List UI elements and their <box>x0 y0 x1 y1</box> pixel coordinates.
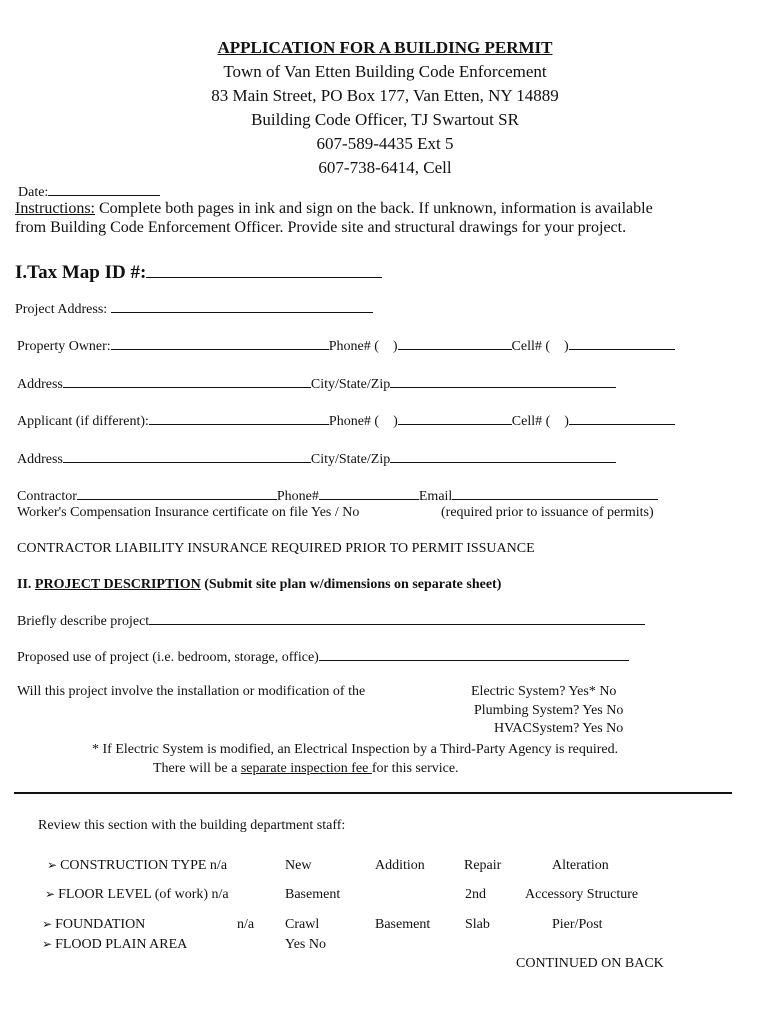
fd-na-option[interactable]: n/a <box>237 917 255 932</box>
owner-city-label: City/State/Zip <box>310 377 391 392</box>
arrow-bullet-icon: ➢ <box>42 917 53 931</box>
fd-pier-option[interactable]: Pier/Post <box>552 917 603 932</box>
arrow-bullet-icon: ➢ <box>45 887 56 901</box>
instructions-text-1: Complete both pages in ink and sign on the back. If unknown, information is available <box>95 200 653 217</box>
contractor-email-field[interactable] <box>452 486 658 500</box>
owner-cell-label: Cell# ( <box>511 339 551 354</box>
construction-type-text: CONSTRUCTION TYPE n/a <box>60 858 228 873</box>
contractor-field[interactable] <box>77 486 277 500</box>
property-owner-field[interactable] <box>111 336 329 350</box>
contractor-phone-label: Phone# <box>276 489 319 504</box>
section2-heading-row <box>17 577 501 593</box>
applicant-cell-paren: ) <box>564 414 569 429</box>
project-address-field[interactable] <box>111 299 373 313</box>
project-address-row <box>15 299 373 318</box>
property-owner-row <box>17 336 675 355</box>
fl-2nd-option[interactable]: 2nd <box>465 887 486 902</box>
owner-city-field[interactable] <box>390 374 616 388</box>
floor-level-label <box>45 887 229 903</box>
inspection-fee-note <box>153 761 459 777</box>
describe-field[interactable] <box>149 611 645 625</box>
applicant-city-label: City/State/Zip <box>310 452 391 467</box>
arrow-bullet-icon: ➢ <box>42 937 53 951</box>
form-title: APPLICATION FOR A BUILDING PERMIT <box>217 38 553 57</box>
construction-type-label <box>47 858 227 874</box>
ct-new-option[interactable]: New <box>285 858 312 873</box>
proposed-use-row <box>17 647 629 666</box>
applicant-address-row <box>17 449 616 468</box>
applicant-phone-label: Phone# ( <box>328 414 380 429</box>
describe-label: Briefly describe project <box>17 614 150 629</box>
electric-system-option[interactable]: Electric System? Yes* No <box>471 684 617 699</box>
project-description-note: (Submit site plan w/dimensions on separate sheet) <box>200 577 502 592</box>
fee-note-start: There will be a <box>153 761 241 776</box>
ct-alteration-option[interactable]: Alteration <box>552 858 609 873</box>
instructions-line2: from Building Code Enforcement Officer. Provide site and structural drawings for your project. <box>15 219 627 236</box>
applicant-address-label: Address <box>17 452 63 467</box>
owner-address-field[interactable] <box>63 374 311 388</box>
header-town: Town of Van Etten Building Code Enforcement <box>223 62 547 81</box>
tax-map-row <box>15 261 382 284</box>
applicant-phone-paren: ) <box>393 414 398 429</box>
tax-map-label: I.Tax Map ID #: <box>15 262 147 283</box>
contractor-row <box>17 486 658 505</box>
header-phone: 607-589-4435 Ext 5 <box>316 134 454 153</box>
fd-slab-option[interactable]: Slab <box>465 917 490 932</box>
instructions-label: Instructions: <box>15 200 95 217</box>
project-description-heading: PROJECT DESCRIPTION <box>34 577 201 592</box>
section2-prefix: II. <box>17 577 35 592</box>
header-cell: 607-738-6414, Cell <box>318 158 452 177</box>
owner-address-row <box>17 374 616 393</box>
applicant-cell-field[interactable] <box>569 411 675 425</box>
instructions-line1 <box>15 200 653 218</box>
foundation-label <box>42 917 145 933</box>
applicant-address-field[interactable] <box>63 449 311 463</box>
continued-on-back: CONTINUED ON BACK <box>516 956 664 971</box>
owner-phone-paren: ) <box>392 339 398 354</box>
owner-address-label: Address <box>17 377 63 392</box>
owner-cell-paren: ) <box>564 339 569 354</box>
foundation-text: FOUNDATION <box>55 917 146 932</box>
date-row <box>18 182 160 201</box>
applicant-label: Applicant (if different): <box>17 414 149 429</box>
electric-note: * If Electric System is modified, an Electrical Inspection by a Third-Party Agency is required. <box>92 742 619 757</box>
flood-plain-yes-no[interactable]: Yes No <box>285 937 326 952</box>
hvac-system-option[interactable]: HVACSystem? Yes No <box>494 721 624 736</box>
arrow-bullet-icon: ➢ <box>47 858 58 872</box>
date-label: Date: <box>18 185 49 200</box>
applicant-field[interactable] <box>149 411 329 425</box>
section-divider <box>14 792 732 794</box>
applicant-city-field[interactable] <box>390 449 616 463</box>
fl-accessory-option[interactable]: Accessory Structure <box>525 887 639 902</box>
owner-phone-field[interactable] <box>398 336 512 350</box>
involve-question: Will this project involve the installation or modification of the <box>17 684 366 699</box>
owner-phone-label: Phone# ( <box>328 339 379 354</box>
proposed-use-label: Proposed use of project (i.e. bedroom, storage, office) <box>17 650 319 665</box>
owner-cell-field[interactable] <box>569 336 675 350</box>
floor-level-text: FLOOR LEVEL (of work) n/a <box>58 887 229 902</box>
ct-addition-option[interactable]: Addition <box>375 858 425 873</box>
project-address-label: Project Address: <box>15 302 108 317</box>
contractor-email-label: Email <box>418 489 453 504</box>
describe-row <box>17 611 645 630</box>
fee-note-end: for this service. <box>371 761 459 776</box>
fee-note-underlined: separate inspection fee <box>240 761 372 776</box>
ct-repair-option[interactable]: Repair <box>464 858 502 873</box>
flood-plain-label <box>42 937 187 953</box>
applicant-phone-field[interactable] <box>398 411 512 425</box>
header-address: 83 Main Street, PO Box 177, Van Etten, NY 14889 <box>211 86 559 105</box>
header-officer: Building Code Officer, TJ Swartout SR <box>251 110 519 129</box>
fd-basement-option[interactable]: Basement <box>375 917 431 932</box>
plumbing-system-option[interactable]: Plumbing System? Yes No <box>474 703 624 718</box>
review-intro: Review this section with the building department staff: <box>38 818 346 833</box>
tax-map-field[interactable] <box>146 261 382 278</box>
date-field[interactable] <box>48 182 160 196</box>
property-owner-label: Property Owner: <box>17 339 111 354</box>
workers-comp-text: Worker's Compensation Insurance certificate on file Yes / No <box>17 505 360 520</box>
required-prior-text: (required prior to issuance of permits) <box>441 505 654 520</box>
proposed-use-field[interactable] <box>319 647 629 661</box>
fd-crawl-option[interactable]: Crawl <box>285 917 320 932</box>
liability-notice: CONTRACTOR LIABILITY INSURANCE REQUIRED PRIOR TO PERMIT ISSUANCE <box>17 541 535 556</box>
applicant-cell-label: Cell# ( <box>511 414 551 429</box>
contractor-phone-field[interactable] <box>319 486 419 500</box>
contractor-label: Contractor <box>17 489 77 504</box>
flood-plain-text: FLOOD PLAIN AREA <box>55 937 188 952</box>
fl-basement-option[interactable]: Basement <box>285 887 341 902</box>
applicant-row <box>17 411 675 430</box>
